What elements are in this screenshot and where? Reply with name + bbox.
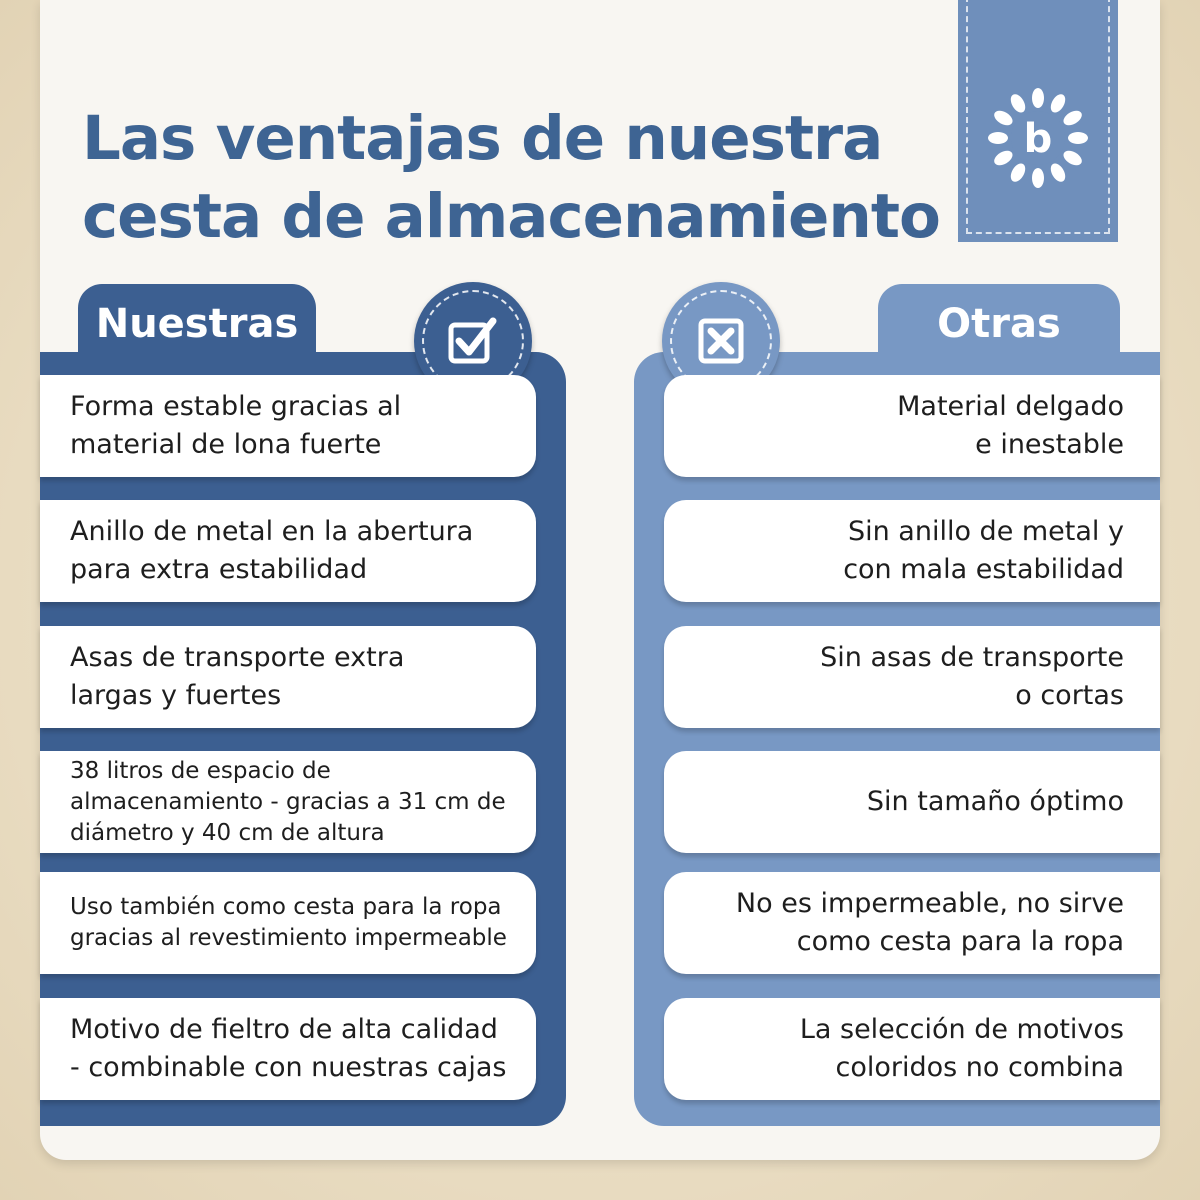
ours-item-2 — [40, 500, 536, 602]
ours-item-text: Anillo de metal en la abertura para extra estabilidad — [70, 516, 474, 585]
others-header: Otras — [878, 284, 1120, 364]
ours-item-6 — [40, 998, 536, 1100]
ours-item-text: Uso también como cesta para la ropa gracias al revestimiento impermeable — [70, 894, 507, 951]
title-line-1: Las ventajas de nuestra — [82, 103, 883, 174]
others-item-6 — [664, 998, 1160, 1100]
ours-item-text: 38 litros de espacio de almacenamiento - gracias a 31 cm de diámetro y 40 cm de altura — [70, 757, 506, 846]
ours-item-5 — [40, 872, 536, 974]
ours-item-text: Motivo de fieltro de alta calidad - combinable con nuestras cajas — [70, 1014, 507, 1083]
others-item-text: Material delgado e inestable — [897, 391, 1124, 460]
others-item-text: Sin asas de transporte o cortas — [820, 642, 1124, 711]
others-item-5 — [664, 872, 1160, 974]
others-item-text: No es impermeable, no sirve como cesta para la ropa — [735, 888, 1124, 957]
flower-logo-icon — [988, 88, 1088, 188]
others-item-2 — [664, 500, 1160, 602]
ours-item-text: Asas de transporte extra largas y fuertes — [70, 642, 405, 711]
ours-item-3 — [40, 626, 536, 728]
others-item-text: Sin anillo de metal y con mala estabilidad — [843, 516, 1124, 585]
others-item-1 — [664, 375, 1160, 477]
others-item-text: La selección de motivos coloridos no combina — [799, 1014, 1124, 1083]
ours-header: Nuestras — [78, 284, 316, 364]
ours-item-4 — [40, 751, 536, 853]
ours-item-1 — [40, 375, 536, 477]
logo-letter: b — [1023, 116, 1053, 162]
others-item-3 — [664, 626, 1160, 728]
others-item-4 — [664, 751, 1160, 853]
ours-item-text: Forma estable gracias al material de lona fuerte — [70, 391, 402, 460]
others-item-text: Sin tamaño óptimo — [866, 786, 1124, 817]
page-title — [82, 100, 942, 256]
title-line-2: cesta de almacenamiento — [82, 181, 940, 252]
